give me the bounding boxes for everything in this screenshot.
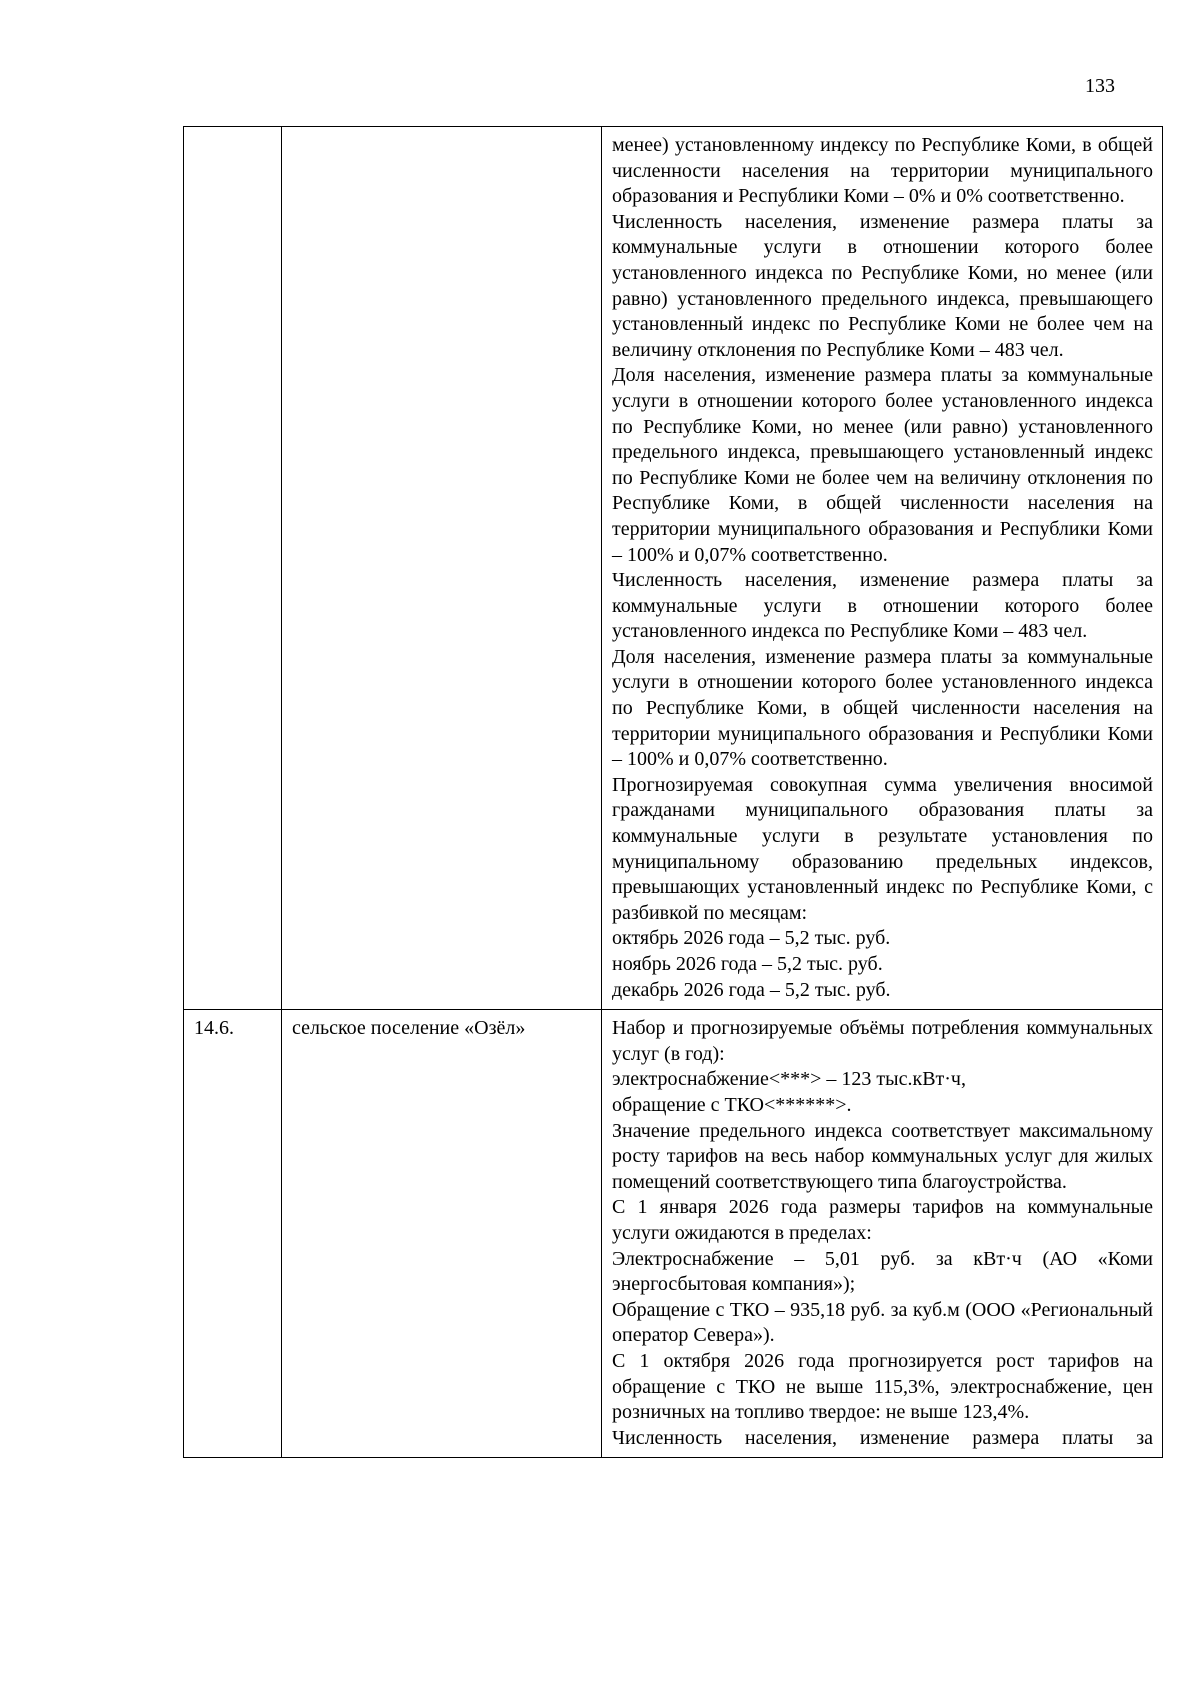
description-paragraph: Электроснабжение – 5,01 руб. за кВт·ч (АО «Коми энергосбытовая компания»);: [612, 1247, 1153, 1296]
page-number: 133: [1085, 75, 1115, 97]
description-paragraph: Доля населения, изменение размера платы за коммунальные услуги в отношении которого более установленного индекса по Республике Коми, в общей численности населения на территории муниципального образования и Республики Коми – 100% и 0,07% соответственно.: [612, 645, 1153, 771]
description-cell: [602, 127, 1163, 1010]
description-paragraph: С 1 октября 2026 года прогнозируется рост тарифов на обращение с ТКО не выше 115,3%, электроснабжение, цен розничных на топливо твердое: не выше 123,4%.: [612, 1349, 1153, 1424]
tariff-table: [183, 126, 1163, 1458]
description-paragraph: Обращение с ТКО – 935,18 руб. за куб.м (ООО «Региональный оператор Севера»).: [612, 1298, 1153, 1347]
description-paragraph: октябрь 2026 года – 5,2 тыс. руб.: [612, 927, 891, 950]
description-paragraph: С 1 января 2026 года размеры тарифов на коммунальные услуги ожидаются в пределах:: [612, 1196, 1153, 1244]
description-paragraph: Доля населения, изменение размера платы за коммунальные услуги в отношении которого более установленного индекса по Республике Коми, но менее (или равно) установленного предельного индекса, превышающего установленный индекс по Республике Коми не более чем на величину отклонения по Республике Коми, в общей численности населения на территории муниципального образования и Республики Коми – 100% и 0,07% соответственно.: [612, 364, 1153, 566]
description-paragraph: обращение с ТКО<******>.: [612, 1093, 852, 1116]
description-paragraph: ноябрь 2026 года – 5,2 тыс. руб.: [612, 953, 883, 975]
row-number-cell: [184, 127, 282, 1010]
table-row: [184, 127, 1163, 1010]
table-row: [184, 1010, 1163, 1458]
description-paragraph: Значение предельного индекса соответствует максимальному росту тарифов на весь набор коммунальных услуг для жилых помещений соответствующего типа благоустройства.: [612, 1119, 1153, 1193]
municipality-name-cell: [282, 127, 602, 1010]
description-paragraph: Численность населения, изменение размера платы за коммунальные услуги в отношении которого более установленного индекса по Республике Коми – 483 чел.: [612, 569, 1153, 643]
description-paragraph: декабрь 2026 года – 5,2 тыс. руб.: [612, 978, 891, 1001]
description-paragraph: менее) установленному индексу по Республике Коми, в общей численности населения на территории муниципального образования и Республики Коми – 0% и 0% соответственно.: [612, 134, 1153, 208]
description-paragraph: Набор и прогнозируемые объёмы потребления коммунальных услуг (в год):: [612, 1017, 1153, 1065]
municipality-name-cell: сельское поселение «Озёл»: [282, 1010, 602, 1458]
description-cell: [602, 1010, 1163, 1458]
description-paragraph: электроснабжение<***> – 123 тыс.кВт·ч,: [612, 1068, 966, 1091]
row-number-cell: 14.6.: [184, 1010, 282, 1458]
description-paragraph: Численность населения, изменение размера платы за: [612, 1426, 1153, 1449]
description-paragraph: Численность населения, изменение размера платы за коммунальные услуги в отношении которого более установленного индекса по Республике Коми, но менее (или равно) установленного предельного индекса, превышающего установленный индекс по Республике Коми не более чем на величину отклонения по Республике Коми – 483 чел.: [612, 210, 1153, 361]
description-paragraph: Прогнозируемая совокупная сумма увеличения вносимой гражданами муниципального образования платы за коммунальные услуги в результате установления по муниципальному образованию предельных индексов, превышающих установленный индекс по Республике Коми, с разбивкой по месяцам:: [612, 773, 1153, 924]
